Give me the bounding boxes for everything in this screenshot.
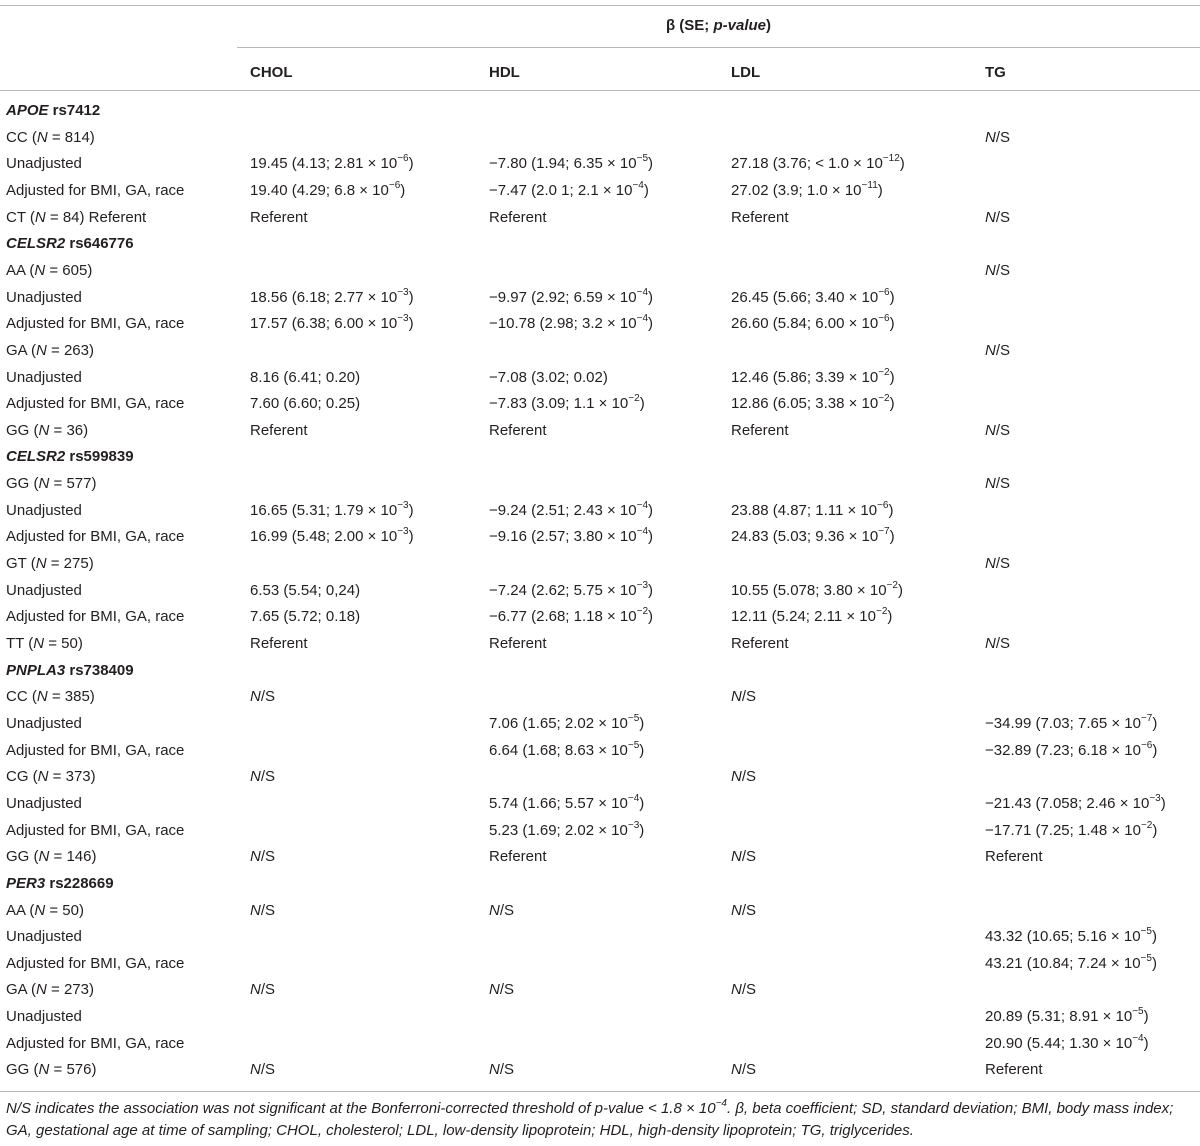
gene-header: PER3 rs228669 [6,875,114,892]
row-label: GT (N = 275) [6,555,94,572]
chol-cell: N/S [250,981,276,998]
beta-header: β (SE; p-value) [665,17,771,34]
hdl-cell: N/S [489,1061,515,1078]
ldl-cell: Referent [731,422,789,439]
row-label: Unadjusted [6,289,82,306]
chol-cell: N/S [250,688,276,705]
hdl-cell: −6.77 (2.68; $1.18 \times 10^{-2}$) [489,606,654,625]
chol-cell: 19.45 (4.13; $2.81 \times 10^{-6}$) [250,153,414,172]
beta-span-rule [237,47,1200,48]
chol-cell: Referent [250,209,308,226]
hdl-cell: −9.24 (2.51; $2.43 \times 10^{-4}$) [489,500,654,519]
row-label: Adjusted for BMI, GA, race [6,182,185,199]
hdl-cell: −10.78 (2.98; $3.2 \times 10^{-4}$) [489,313,654,332]
tg-cell: 43.21 (10.84; $7.24 \times 10^{-5}$) [985,953,1157,972]
hdl-cell: 6.64 (1.68; $8.63 \times 10^{-5}$) [489,740,645,759]
hdl-cell: 5.23 (1.69; $2.02 \times 10^{-3}$) [489,820,645,839]
gene-header: CELSR2 rs646776 [6,235,134,252]
tg-cell: N/S [985,129,1011,146]
hdl-cell: Referent [489,209,547,226]
column-header-chol: CHOL [250,64,293,81]
row-label: Adjusted for BMI, GA, race [6,315,185,332]
tg-cell: N/S [985,555,1011,572]
row-label: Unadjusted [6,582,82,599]
chol-cell: 7.65 (5.72; 0.18) [250,608,361,625]
tg-cell: N/S [985,209,1011,226]
ldl-cell: 27.18 (3.76; < $1.0 \times 10^{-12}$) [731,153,905,172]
ldl-cell: N/S [731,902,757,919]
table-bottom-rule [0,1091,1200,1092]
row-label: Unadjusted [6,795,82,812]
table-top-rule [0,5,1200,6]
ldl-cell: Referent [731,209,789,226]
row-label: Adjusted for BMI, GA, race [6,608,185,625]
row-label: GG (N = 576) [6,1061,97,1078]
hdl-cell: −7.47 (2.0 1; $2.1 \times 10^{-4}$) [489,180,649,199]
chol-cell: 7.60 (6.60; 0.25) [250,395,361,412]
chol-cell: N/S [250,1061,276,1078]
ldl-cell: 23.88 (4.87; $1.11 \times 10^{-6}$) [731,500,894,519]
hdl-cell: −9.97 (2.92; $6.59 \times 10^{-4}$) [489,287,654,306]
tg-cell: N/S [985,475,1011,492]
chol-cell: Referent [250,422,308,439]
ldl-cell: 26.60 (5.84; $6.00 \times 10^{-6}$) [731,313,895,332]
hdl-cell: 5.74 (1.66; $5.57 \times 10^{-4}$) [489,793,645,812]
row-label: TT (N = 50) [6,635,83,652]
chol-cell: Referent [250,635,308,652]
tg-cell: −32.89 (7.23; $6.18 \times 10^{-6}$) [985,740,1158,759]
hdl-cell: −7.80 (1.94; $6.35 \times 10^{-5}$) [489,153,654,172]
row-label: GG (N = 577) [6,475,97,492]
ldl-cell: 27.02 (3.9; $1.0 \times 10^{-11}$) [731,180,883,199]
row-label: Unadjusted [6,502,82,519]
tg-cell: −17.71 (7.25; $1.48 \times 10^{-2}$) [985,820,1158,839]
chol-cell: 17.57 (6.38; $6.00 \times 10^{-3}$) [250,313,414,332]
table-footnote: N/S indicates the association was not significant at the Bonferroni-corrected threshold of p-value < $1.8 \times 10^{-4}$. β, beta coefficient; SD, standard deviation; BMI, body mass index; GA, gestational age at time of sampling; CHOL, cholesterol; LDL, low-density lipoprotein; HDL, high-density lipoprotein; TG, triglycerides. [6,1098,1174,1139]
row-label: CG (N = 373) [6,768,96,785]
row-label: CT (N = 84) Referent [6,209,147,226]
row-label: Adjusted for BMI, GA, race [6,395,185,412]
ldl-cell: N/S [731,768,757,785]
tg-cell: N/S [985,422,1011,439]
hdl-cell: 7.06 (1.65; $2.02 \times 10^{-5}$) [489,713,645,732]
row-label: Adjusted for BMI, GA, race [6,955,185,972]
chol-cell: N/S [250,848,276,865]
ldl-cell: 10.55 (5.078; $3.80 \times 10^{-2}$) [731,580,903,599]
ldl-cell: N/S [731,848,757,865]
tg-cell: 43.32 (10.65; $5.16 \times 10^{-5}$) [985,926,1157,945]
tg-cell: Referent [985,848,1043,865]
column-header-tg: TG [985,64,1006,81]
row-label: Adjusted for BMI, GA, race [6,822,185,839]
row-label: Adjusted for BMI, GA, race [6,1035,185,1052]
chol-cell: 16.99 (5.48; $2.00 \times 10^{-3}$) [250,526,414,545]
gene-header: APOE rs7412 [6,102,101,119]
column-header-hdl: HDL [489,64,520,81]
tg-cell: 20.89 (5.31; $8.91 \times 10^{-5}$) [985,1006,1149,1025]
chol-cell: 8.16 (6.41; 0.20) [250,369,361,386]
row-label: Adjusted for BMI, GA, race [6,742,185,759]
gene-header: PNPLA3 rs738409 [6,662,134,679]
row-label: CC (N = 385) [6,688,95,705]
row-label: Unadjusted [6,715,82,732]
ldl-cell: N/S [731,688,757,705]
tg-cell: N/S [985,635,1011,652]
column-header-ldl: LDL [731,64,761,81]
row-label: Unadjusted [6,928,82,945]
header-bottom-rule [0,90,1200,91]
ldl-cell: 24.83 (5.03; $9.36 \times 10^{-7}$) [731,526,895,545]
hdl-cell: Referent [489,422,547,439]
tg-cell: Referent [985,1061,1043,1078]
hdl-cell: N/S [489,902,515,919]
ldl-cell: 26.45 (5.66; $3.40 \times 10^{-6}$) [731,287,895,306]
hdl-cell: Referent [489,635,547,652]
chol-cell: 18.56 (6.18; $2.77 \times 10^{-3}$) [250,287,414,306]
row-label: Adjusted for BMI, GA, race [6,528,185,545]
hdl-cell: −9.16 (2.57; $3.80 \times 10^{-4}$) [489,526,654,545]
ldl-cell: 12.86 (6.05; $3.38 \times 10^{-2}$) [731,393,895,412]
chol-cell: 19.40 (4.29; $6.8 \times 10^{-6}$) [250,180,406,199]
hdl-cell: −7.24 (2.62; $5.75 \times 10^{-3}$) [489,580,654,599]
row-label: Unadjusted [6,1008,82,1025]
hdl-cell: −7.83 (3.09; $1.1 \times 10^{-2}$) [489,393,645,412]
chol-cell: N/S [250,902,276,919]
ldl-cell: 12.46 (5.86; $3.39 \times 10^{-2}$) [731,367,895,386]
row-label: Unadjusted [6,369,82,386]
tg-cell: 20.90 (5.44; $1.30 \times 10^{-4}$) [985,1033,1149,1052]
row-label: GA (N = 263) [6,342,94,359]
gene-header: CELSR2 rs599839 [6,448,134,465]
chol-cell: 16.65 (5.31; $1.79 \times 10^{-3}$) [250,500,414,519]
ldl-cell: N/S [731,1061,757,1078]
tg-cell: −21.43 (7.058; $2.46 \times 10^{-3}$) [985,793,1166,812]
row-label: GA (N = 273) [6,981,94,998]
row-label: AA (N = 50) [6,902,84,919]
tg-cell: N/S [985,262,1011,279]
row-label: CC (N = 814) [6,129,95,146]
hdl-cell: −7.08 (3.02; 0.02) [489,369,608,386]
row-label: GG (N = 146) [6,848,97,865]
row-label: AA (N = 605) [6,262,93,279]
tg-cell: N/S [985,342,1011,359]
chol-cell: N/S [250,768,276,785]
ldl-cell: 12.11 (5.24; $2.11 \times 10^{-2}$) [731,606,893,625]
row-label: GG (N = 36) [6,422,89,439]
ldl-cell: Referent [731,635,789,652]
chol-cell: 6.53 (5.54; 0,24) [250,582,361,599]
hdl-cell: N/S [489,981,515,998]
tg-cell: −34.99 (7.03; $7.65 \times 10^{-7}$) [985,713,1158,732]
row-label: Unadjusted [6,155,82,172]
ldl-cell: N/S [731,981,757,998]
hdl-cell: Referent [489,848,547,865]
